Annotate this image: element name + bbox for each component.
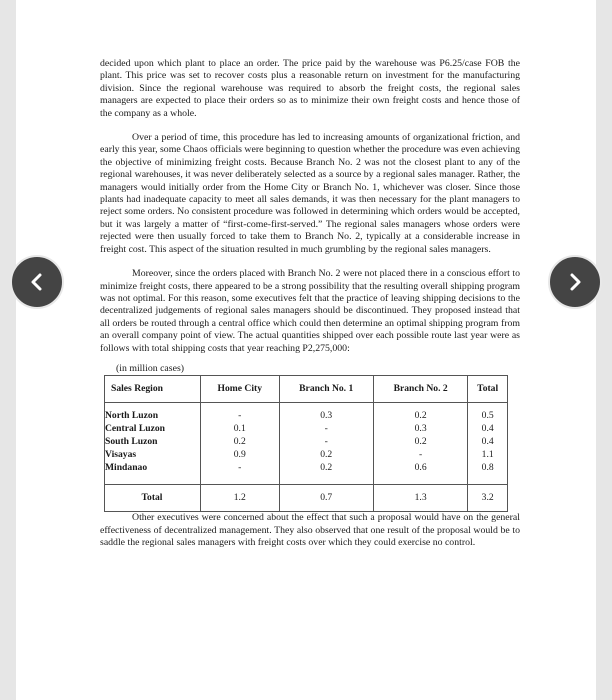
table-body-row <box>105 403 508 485</box>
value-cell: 0.2 <box>320 449 333 461</box>
table-caption: (in million cases) <box>116 362 185 374</box>
grand-total: 3.2 <box>468 485 508 512</box>
branch-1-column <box>279 403 373 485</box>
header-sales-region: Sales Region <box>105 376 201 403</box>
value-cell: 0.5 <box>481 410 494 422</box>
value-cell: 0.1 <box>233 423 246 435</box>
left-margin-bar <box>0 0 16 700</box>
value-cell: 0.3 <box>414 423 427 435</box>
value-cell: 1.1 <box>481 449 494 461</box>
chevron-right-icon <box>564 271 586 293</box>
home-city-column <box>201 403 280 485</box>
value-cell: - <box>324 436 328 448</box>
region-cell: Visayas <box>105 449 137 461</box>
header-total: Total <box>468 376 508 403</box>
total-home-city: 1.2 <box>201 485 280 512</box>
region-cell: Central Luzon <box>105 423 165 435</box>
next-page-button[interactable] <box>548 255 602 309</box>
paragraph-1: decided upon which plant to place an order. The price paid by the warehouse was P6.25/case FOB the plant. This price was set to recover costs plus a reasonable return on investment for the manufacturing division. Since the regional warehouse was required to absorb the freight costs, the regional sales managers are expected to place their orders so as to minimize their own freight costs and hence those of the company as a whole. <box>100 58 520 119</box>
value-cell: 0.4 <box>481 423 494 435</box>
table-header-row <box>105 376 508 403</box>
region-column <box>105 403 201 485</box>
value-cell: - <box>238 410 242 422</box>
region-cell: North Luzon <box>105 410 159 422</box>
header-branch-1: Branch No. 1 <box>279 376 373 403</box>
value-cell: - <box>419 449 423 461</box>
chevron-left-icon <box>26 271 48 293</box>
branch-2-column <box>373 403 467 485</box>
value-cell: 0.2 <box>233 436 246 448</box>
header-home-city: Home City <box>201 376 280 403</box>
value-cell: - <box>324 423 328 435</box>
total-branch-1: 0.7 <box>279 485 373 512</box>
header-branch-2: Branch No. 2 <box>373 376 467 403</box>
right-margin-bar <box>596 0 612 700</box>
value-cell: - <box>238 462 242 474</box>
value-cell: 0.2 <box>414 410 427 422</box>
region-cell: Mindanao <box>105 462 148 474</box>
paragraph-3: Moreover, since the orders placed with Branch No. 2 were not placed there in a conscious effort to minimize freight costs, there appeared to be a strong possibility that the resulting overall shipping program was not optimal. For this reason, some executives felt that the practice of leaving shipping decisions to the decentralized judgements of regional sales managers should be discontinued. They proposed instead that all orders be routed through a central office which could then determine an optimal shipping program from an overall company point of view. The actual quantities shipped over each possible route last year were as follows with total shipping costs that year reaching P2,275,000: <box>100 268 520 354</box>
value-cell: 0.8 <box>481 462 494 474</box>
previous-page-button[interactable] <box>10 255 64 309</box>
region-cell: South Luzon <box>105 436 158 448</box>
value-cell: 0.2 <box>320 462 333 474</box>
total-label: Total <box>105 485 201 512</box>
document-page <box>100 58 520 550</box>
shipping-table <box>104 375 508 512</box>
paragraph-2: Over a period of time, this procedure has led to increasing amounts of organizational friction, and early this year, some Chaos officials were beginning to question whether the procedure was even achieving the objective of minimizing freight costs. Because Branch No. 2 was not the closest plant to any of the regional warehouses, it was never deliberately selected as a source by a regional sales manager. Rather, the managers would initially order from the Home City or Branch No. 1, whichever was closer. Since those plants had inadequate capacity to meet all sales demands, it was then necessary for the plant managers to reject some orders. No consistent procedure was followed in determining which orders would be accepted, but it was largely a matter of “first-come-first-served.” The regional sales managers whose orders were rejected were then usually forced to take them to Branch No. 2, typically at a considerable increase in freight cost. This aspect of the situation resulted in much grumbling by the regional sales managers. <box>100 132 521 255</box>
total-branch-2: 1.3 <box>373 485 467 512</box>
value-cell: 0.4 <box>481 436 494 448</box>
value-cell: 0.2 <box>414 436 427 448</box>
paragraph-4: Other executives were concerned about the effect that such a proposal would have on the general effectiveness of decentralized management. They also observed that one result of the proposal would be to saddle the regional sales managers with freight costs over which they could exercise no control. <box>100 512 520 549</box>
value-cell: 0.9 <box>233 449 246 461</box>
table-total-row <box>105 485 508 512</box>
total-column <box>468 403 508 485</box>
value-cell: 0.3 <box>320 410 333 422</box>
value-cell: 0.6 <box>414 462 427 474</box>
